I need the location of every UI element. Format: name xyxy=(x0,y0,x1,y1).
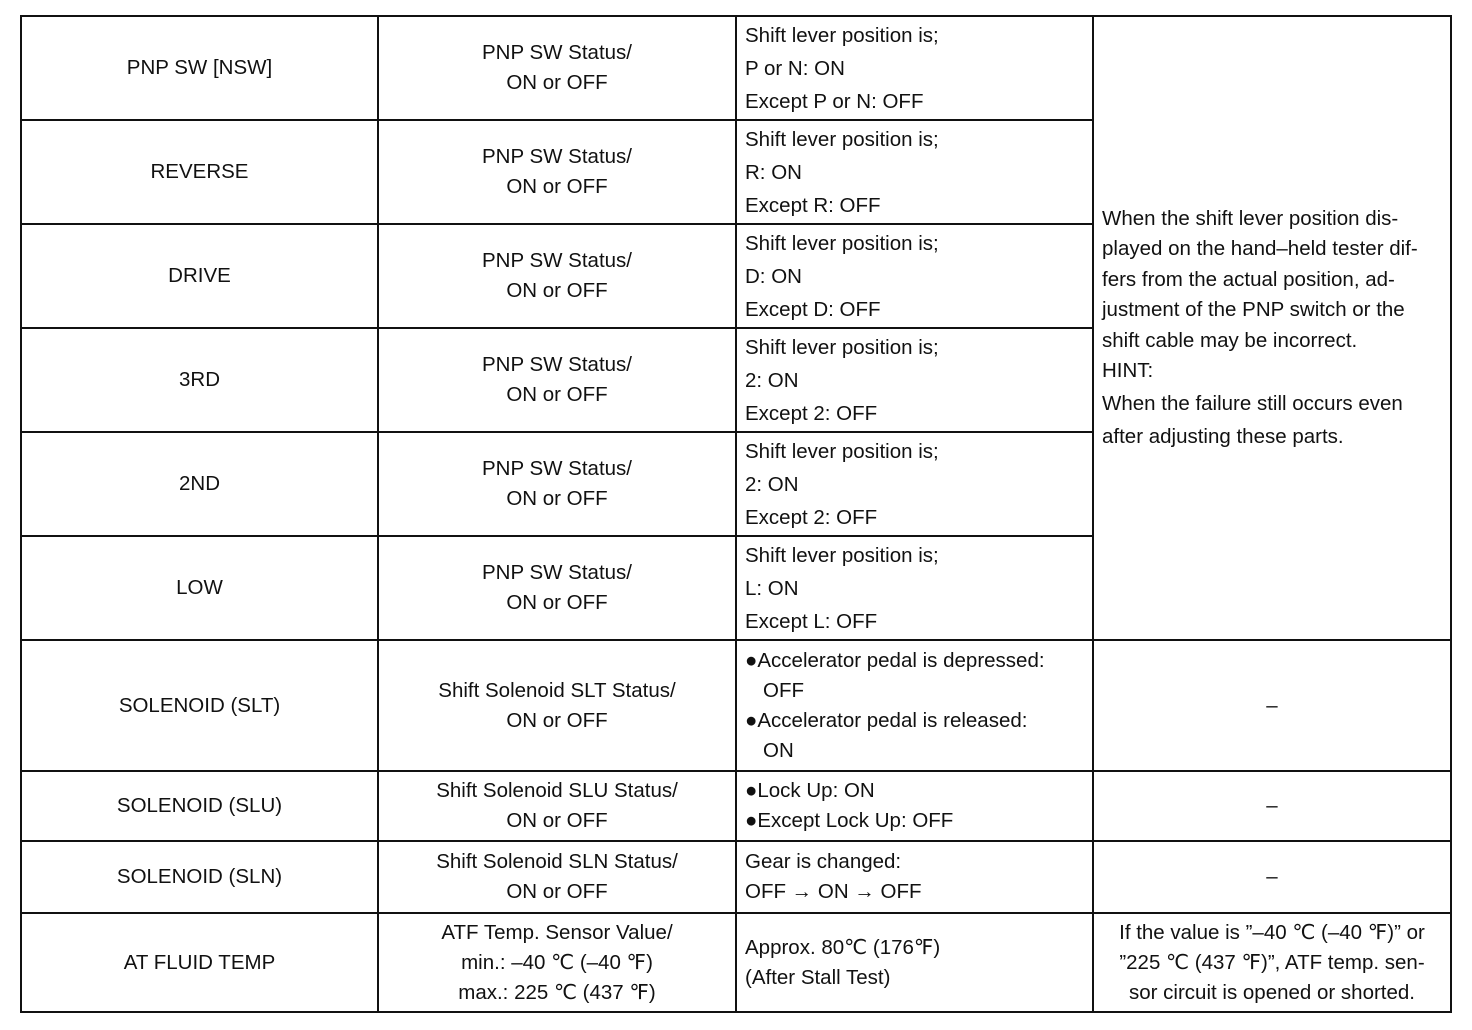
condition-cell: Shift lever position is; 2: ON Except 2: OFF xyxy=(736,432,1093,536)
condition-cell: Shift lever position is; P or N: ON Except P or N: OFF xyxy=(736,16,1093,120)
range-cell: PNP SW Status/ ON or OFF xyxy=(378,328,736,432)
range-cell: PNP SW Status/ ON or OFF xyxy=(378,120,736,224)
table-row xyxy=(21,640,1451,771)
table-row xyxy=(21,771,1451,841)
range-cell: ATF Temp. Sensor Value/ min.: –40 ℃ (–40 ℉) max.: 225 ℃ (437 ℉) xyxy=(378,913,736,1012)
range-cell: PNP SW Status/ ON or OFF xyxy=(378,536,736,640)
diagnostic-cell: – xyxy=(1093,771,1451,841)
item-cell: SOLENOID (SLU) xyxy=(21,771,378,841)
range-cell: PNP SW Status/ ON or OFF xyxy=(378,432,736,536)
condition-cell: ●Accelerator pedal is depressed: OFF ●Accelerator pedal is released: ON xyxy=(736,640,1093,771)
table-row xyxy=(21,841,1451,913)
data-list-table xyxy=(20,15,1452,1013)
range-cell: PNP SW Status/ ON or OFF xyxy=(378,16,736,120)
table-row xyxy=(21,16,1451,120)
item-cell: SOLENOID (SLT) xyxy=(21,640,378,771)
condition-cell: Shift lever position is; D: ON Except D: OFF xyxy=(736,224,1093,328)
condition-cell: Shift lever position is; 2: ON Except 2: OFF xyxy=(736,328,1093,432)
item-cell: SOLENOID (SLN) xyxy=(21,841,378,913)
pnp-diagnostic-note: When the shift lever position dis- played on the hand–held tester dif- fers from the actual position, ad- justment of the PNP switch or the shift cable may be incorrect. HINT: When the failure still occurs even after adjusting these parts. xyxy=(1093,16,1451,640)
condition-cell: Gear is changed: OFF → ON → OFF xyxy=(736,841,1093,913)
range-cell: PNP SW Status/ ON or OFF xyxy=(378,224,736,328)
condition-cell: Approx. 80℃ (176℉) (After Stall Test) xyxy=(736,913,1093,1012)
item-cell: REVERSE xyxy=(21,120,378,224)
item-cell: 3RD xyxy=(21,328,378,432)
diagnostic-cell: – xyxy=(1093,640,1451,771)
range-cell: Shift Solenoid SLT Status/ ON or OFF xyxy=(378,640,736,771)
condition-cell: Shift lever position is; R: ON Except R: OFF xyxy=(736,120,1093,224)
condition-cell: Shift lever position is; L: ON Except L: OFF xyxy=(736,536,1093,640)
range-cell: Shift Solenoid SLU Status/ ON or OFF xyxy=(378,771,736,841)
diagnostic-cell: If the value is ”–40 ℃ (–40 ℉)” or ”225 ℃ (437 ℉)”, ATF temp. sen- sor circuit is opened or shorted. xyxy=(1093,913,1451,1012)
condition-cell: ●Lock Up: ON ●Except Lock Up: OFF xyxy=(736,771,1093,841)
table-row xyxy=(21,913,1451,1012)
item-cell: DRIVE xyxy=(21,224,378,328)
item-cell: PNP SW [NSW] xyxy=(21,16,378,120)
item-cell: LOW xyxy=(21,536,378,640)
diagnostic-cell: – xyxy=(1093,841,1451,913)
range-cell: Shift Solenoid SLN Status/ ON or OFF xyxy=(378,841,736,913)
item-cell: 2ND xyxy=(21,432,378,536)
item-cell: AT FLUID TEMP xyxy=(21,913,378,1012)
